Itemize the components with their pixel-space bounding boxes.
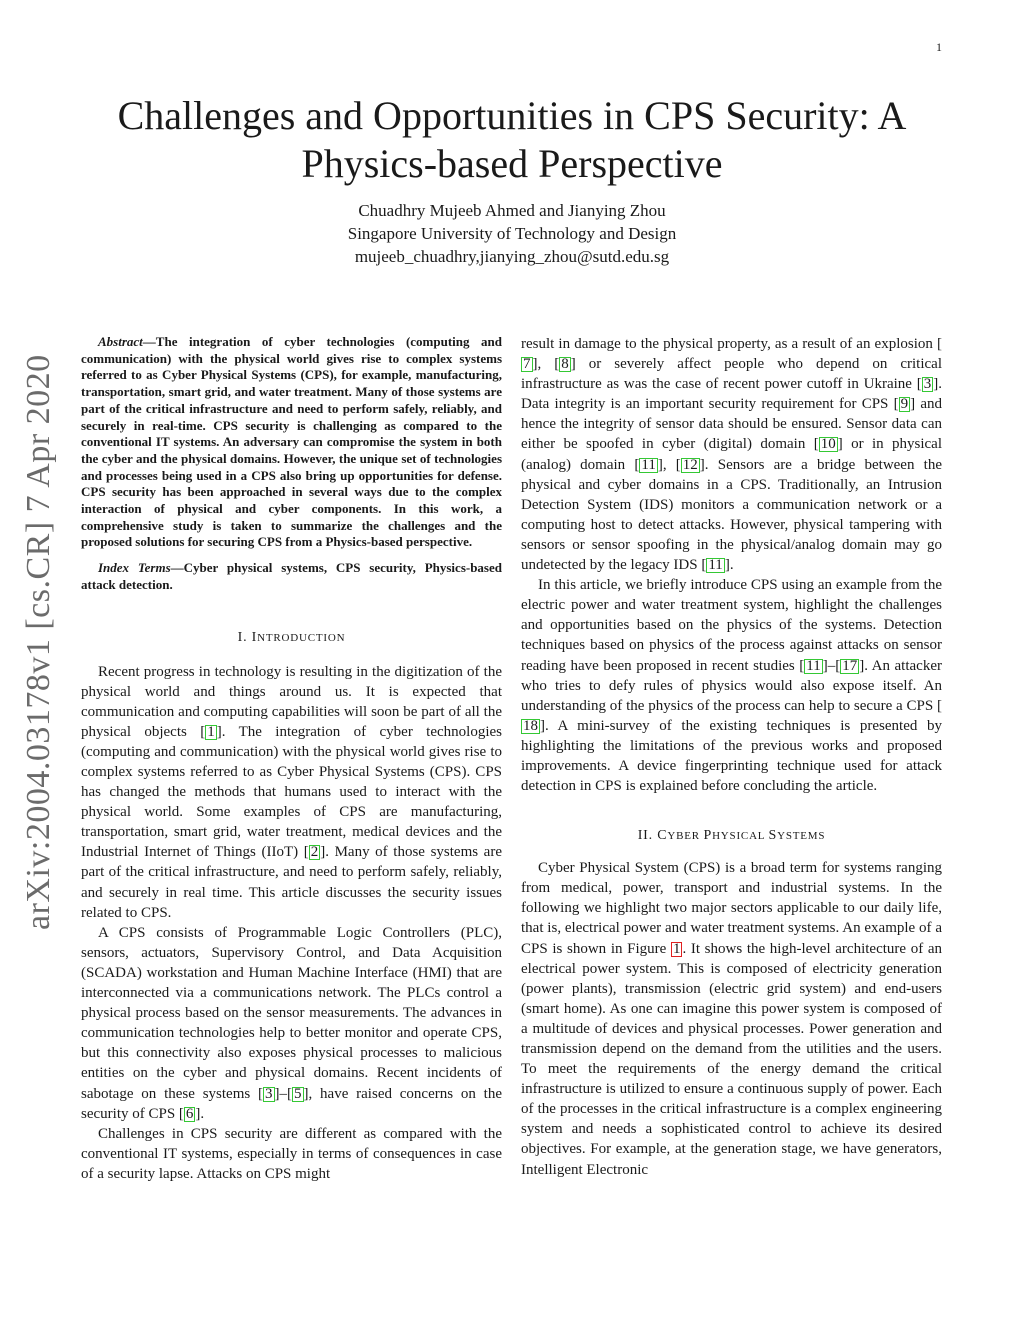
intro-paragraph-3: Challenges in CPS security are different as compared with the conventional IT systems, especially in terms of consequences in case of a security lapse. Attacks on CPS might: [81, 1125, 502, 1182]
citation-link[interactable]: 12: [682, 456, 698, 473]
citation-link[interactable]: 11: [806, 657, 821, 674]
citation-link[interactable]: 10: [820, 436, 836, 453]
cps-paragraph-1: Cyber Physical System (CPS) is a broad term for systems ranging from medical, power, transport and industrial systems. In the following we highlight two major sectors applicable to our daily life, that is, electrical power and water treatment systems. An example of a CPS is shown in Figure 1 . It shows the high-level architecture of an electrical power system. This is composed of electricity generation (power plants), transmission (electric grid system) and end-users (smart home). As one can imagine this power system is composed of a multitude of devices and physical processes. Power generation and transmission depend on the demand from the utilities and the users. To meet the requirements of the energy demand the critical infrastructure is utilized to ensure a continuous supply of power. Each of the processes in the critical infrastructure is a complex engineering system and needs a sophisticated control to achieve its desired objectives. For example, at the generation stage, we have generators, Intelligent Electronic: [521, 860, 942, 1178]
index-terms-text: —Cyber physical systems, CPS security, Physics-based attack detection.: [81, 560, 502, 592]
abstract-label: Abstract: [98, 334, 143, 349]
citation-link[interactable]: 9: [900, 396, 909, 413]
citation-link[interactable]: 3: [265, 1085, 273, 1102]
title-line-1: Challenges and Opportunities in CPS Security: A: [117, 93, 907, 138]
author-affiliation: Singapore University of Technology and Design: [347, 224, 677, 243]
intro-paragraph-4: In this article, we briefly introduce CPS using an example from the electric power and water treatment system, highlight the challenges and opportunities based on the physics of the systems. Detection techniques based on physics of the process against attacks on sensor reading have been proposed in recent studies [ 11 ]–[ 17 ]. An attacker who tries to defy rules of physics would also expose itself. An understanding of the physics of the process can help to secure a CPS [18 ]. A mini-survey of the existing techniques is presented by highlighting the limitations of the previous works and proposed improvements. A device fingerprinting technique used for attack detection in CPS is explained before concluding the article.: [521, 577, 942, 795]
citation-link[interactable]: 3: [923, 376, 932, 393]
author-email: mujeeb_chuadhry,jianying_zhou@sutd.edu.sg: [354, 247, 670, 266]
citation-link[interactable]: 7: [523, 356, 531, 373]
citation-link[interactable]: 6: [185, 1105, 194, 1122]
figure-reference-link[interactable]: 1: [672, 940, 681, 957]
abstract: [81, 334, 502, 551]
right-column: [521, 334, 942, 1180]
abstract-text: —The integration of cyber technologies (computing and communication) with the physical world gives rise to complex systems referred to as Cyber Physical Systems (CPS), for example, manufacturing, transportation, smart grid, and water treatment. Many of those systems are part of the critical infrastructure and need to perform safely, reliably, and securely in real-time. CPS security is challenging as compared to the conventional IT systems. An adversary can compromise the system in both the cyber and the physical domains. However, the unique set of technologies and processes being used in a CPS also bring up opportunities for defense. CPS security has been approached in several ways due to the complex interaction of physical and cyber components. In this work, a comprehensive study is taken to summarize the challenges and the proposed solutions for securing CPS from a Physics-based perspective.: [81, 334, 502, 550]
index-terms-label: Index Terms: [98, 560, 171, 576]
citation-link[interactable]: 5: [294, 1085, 302, 1102]
index-terms: [81, 560, 502, 593]
citation-link[interactable]: 11: [641, 456, 656, 473]
citation-link[interactable]: 8: [561, 356, 569, 373]
citation-link[interactable]: 2: [310, 844, 319, 861]
left-column: [81, 334, 502, 1184]
intro-paragraph-2: A CPS consists of Programmable Logic Controllers (PLC), sensors, actuators, Supervisory Control, and Data Acquisition (SCADA) workstation and Human Machine Interface (HMI) that are interconnected via a communications network. The PLCs control a physical process based on the sensor measurements. The advances in communication technologies help to better monitor and operate CPS, but this connectivity also exposes physical processes to malicious entities on the cyber and physical domains. Recent incidents of sabotage on these systems [ 3 ]–[ 5 ], have raised concerns on the security of CPS [ 6 ].: [81, 924, 502, 1122]
paper-title: [0, 92, 1024, 188]
author-block: [0, 199, 1024, 268]
arxiv-identifier-stamp: arXiv:2004.03178v1 [cs.CR] 7 Apr 2020: [20, 354, 57, 930]
citation-link[interactable]: 11: [708, 557, 723, 574]
intro-paragraph-1: Recent progress in technology is resulting in the digitization of the physical world and things around us. It is expected that communication and computing capabilities will soon be part of all the physical objects [ 1 ]. The integration of cyber technologies (computing and communication) with the physical world gives rise to complex systems referred to as Cyber Physical Systems (CPS). CPS has changed the methods that humans used to interact with the physical world. Some examples of CPS are manufacturing, transportation, smart grid, water treatment, medical devices and the Industrial Internet of Things (IIoT) [ 2 ]. Many of those systems are part of the critical infrastructure, and need to perform safely, reliably, and securely in real time. This article discusses the security issues related to CPS.: [81, 663, 502, 921]
intro-paragraph-3-continued: result in damage to the physical property, as a result of an explosion [7 ], [ 8 ] or severely affect people who depend on critical infrastructure as was the case of recent power cutoff in Ukraine [ 3 ]. Data integrity is an important security requirement for CPS [ 9 ] and hence the integrity of sensor data should be ensured. Sensor data can either be spoofed in cyber (digital) domain [ 10 ] or in physical (analog) domain [ 11 ], [ 12 ]. Sensors are a bridge between the physical and cyber domains in a CPS. Traditionally, an Intrusion Detection System (IDS) monitors a communication network or a computing host to detect attacks. However, physical tampering with sensors or sensor spoofing in the physical/analog domain may go undetected by the legacy IDS [ 11 ].: [521, 336, 942, 574]
citation-link[interactable]: 17: [842, 657, 858, 674]
citation-link[interactable]: 18: [523, 717, 538, 734]
page-number: 1: [936, 40, 942, 54]
citation-link[interactable]: 1: [207, 723, 215, 740]
title-line-2: Physics-based Perspective: [301, 141, 723, 186]
section-heading-cyber-physical-systems: II. CYBER PHYSICAL SYSTEMS: [637, 828, 826, 844]
section-heading-introduction: I. INTRODUCTION: [237, 629, 346, 645]
author-names: Chuadhry Mujeeb Ahmed and Jianying Zhou: [358, 201, 666, 220]
